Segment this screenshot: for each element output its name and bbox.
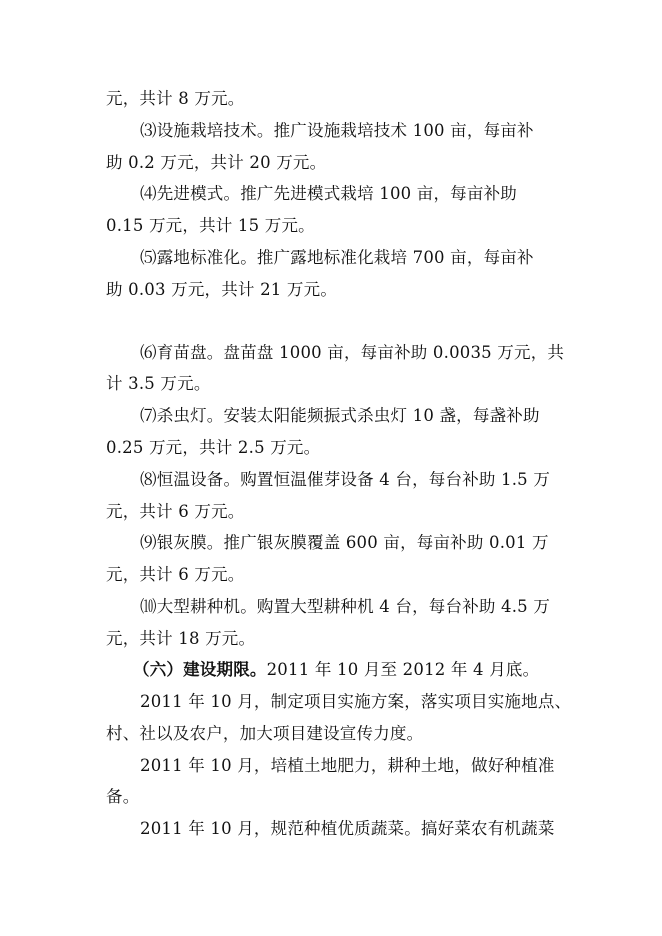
text-line: ⑻恒温设备。购置恒温催芽设备 4 台，每台补助 1.5 万 [140,470,551,489]
text-line: 元，共计 18 万元。 [106,629,256,648]
text-line: 助 0.2 万元，共计 20 万元。 [106,153,327,172]
text-line: 元，共计 8 万元。 [106,89,245,108]
text-line: 0.25 万元，共计 2.5 万元。 [106,438,321,457]
text-line: ⑸露地标准化。推广露地标准化栽培 700 亩，每亩补 [140,248,534,267]
text-line: 2011 年 10 月，制定项目实施方案，落实项目实施地点、 [140,692,572,711]
text-line: ⑷先进模式。推广先进模式栽培 100 亩，每亩补助 [140,184,517,203]
text-line: 0.15 万元，共计 15 万元。 [106,216,315,235]
text-line: 村、社以及农户，加大项目建设宣传力度。 [106,724,424,743]
text-line: 元，共计 6 万元。 [106,565,245,584]
text-line: ⑺杀虫灯。安装太阳能频振式杀虫灯 10 盏，每盏补助 [140,406,540,425]
text-line: ⑹育苗盘。盘苗盘 1000 亩，每亩补助 0.0035 万元，共 [140,343,565,362]
text-line: 2011 年 10 月，规范种植优质蔬菜。搞好菜农有机蔬菜 [140,819,555,838]
text-line: 元，共计 6 万元。 [106,502,245,521]
text-line: 助 0.03 万元，共计 21 万元。 [106,280,338,299]
text-line: 计 3.5 万元。 [106,374,211,393]
text-line: ⑶设施栽培技术。推广设施栽培技术 100 亩，每亩补 [140,121,534,140]
section-line [133,659,539,681]
section-heading: （六）建设期限。 [133,660,267,679]
text-line: 2011 年 10 月，培植土地肥力，耕种土地，做好种植准 [140,756,555,775]
text-line: ⑼银灰膜。推广银灰膜覆盖 600 亩，每亩补助 0.01 万 [140,533,549,552]
text-line: 备。 [106,787,140,806]
section-text: 2011 年 10 月至 2012 年 4 月底。 [266,660,540,679]
text-line: ⑽大型耕种机。购置大型耕种机 4 台，每台补助 4.5 万 [140,597,551,616]
